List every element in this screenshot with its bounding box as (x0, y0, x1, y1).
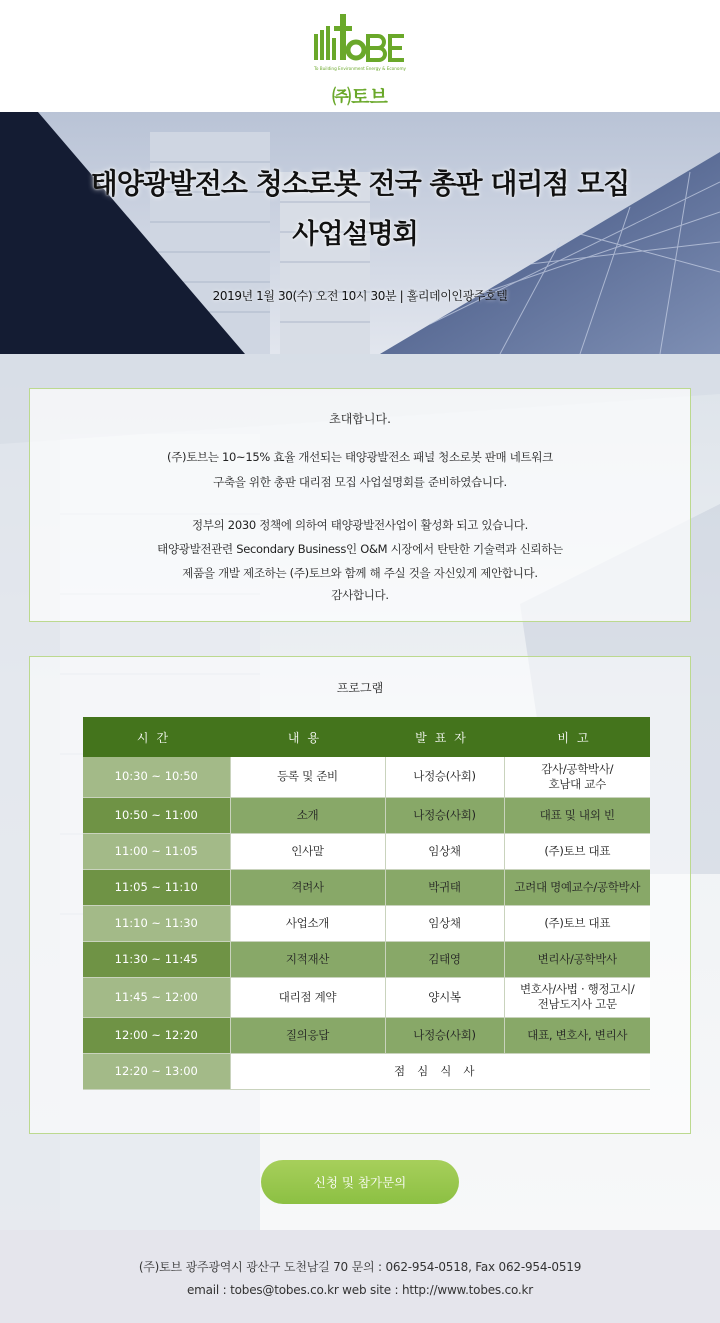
event-date-venue: 2019년 1월 30(수) 오전 10시 30분 | 홀리데이인광주호텔 (212, 289, 508, 303)
hero-banner (0, 112, 720, 354)
schedule-time: 12:00 ~ 12:20 (83, 1017, 230, 1053)
table-row (83, 833, 650, 869)
schedule-content: 등록 및 준비 (230, 757, 385, 797)
column-header-note: 비고 (504, 717, 650, 757)
footer-contact: email : tobes@tobes.co.kr web site : http://www.tobes.co.kr (186, 1283, 534, 1297)
apply-inquiry-button[interactable] (261, 1160, 459, 1204)
table-row (83, 941, 650, 977)
invitation-text: 구축을 위한 총판 대리점 모집 사업설명회를 준비하였습니다. (213, 475, 507, 489)
invitation-text: 감사합니다. (331, 588, 389, 602)
schedule-content: 인사말 (230, 833, 385, 869)
hero-subtitle: 사업설명회 (292, 219, 418, 250)
schedule-time: 11:00 ~ 11:05 (83, 833, 230, 869)
invitation-text: (주)토브는 10~15% 효율 개선되는 태양광발전소 패널 청소로봇 판매 네트워크 (167, 450, 553, 464)
hero-title: 태양광발전소 청소로봇 전국 총판 대리점 모집 (90, 167, 630, 200)
table-row (83, 977, 650, 1017)
schedule-time: 10:50 ~ 11:00 (83, 797, 230, 833)
schedule-content: 소개 (230, 797, 385, 833)
invitation-heading: 초대합니다. (329, 412, 391, 426)
schedule-content: 대리점 계약 (230, 977, 385, 1017)
schedule-speaker: 양시복 (385, 977, 504, 1017)
footer (0, 1230, 720, 1323)
schedule-speaker: 박귀태 (385, 869, 504, 905)
company-name: ㈜토브 (332, 86, 388, 108)
table-row (83, 869, 650, 905)
schedule-time: 12:20 ~ 13:00 (83, 1053, 230, 1089)
tobe-logo[interactable] (312, 12, 408, 76)
header (0, 0, 720, 112)
invitation-text: 정부의 2030 정책에 의하여 태양광발전사업이 활성화 되고 있습니다. (192, 518, 528, 532)
schedule-time: 11:45 ~ 12:00 (83, 977, 230, 1017)
solar-building-logo-icon (312, 12, 408, 76)
schedule-speaker: 김태영 (385, 941, 504, 977)
schedule-note: 대표 및 내외 빈 (504, 797, 650, 833)
schedule-speaker: 임상채 (385, 833, 504, 869)
schedule-content: 질의응답 (230, 1017, 385, 1053)
schedule-content: 지적재산 (230, 941, 385, 977)
table-row (83, 1017, 650, 1053)
schedule-speaker: 나정승(사회) (385, 1017, 504, 1053)
invitation-text: 태양광발전관련 Secondary Business인 O&M 시장에서 탄탄한 기술력과 신뢰하는 (157, 542, 563, 556)
schedule-note: (주)토브 대표 (504, 905, 650, 941)
column-header-time: 시간 (83, 717, 230, 757)
footer-address: (주)토브 광주광역시 광산구 도천남길 70 문의 : 062-954-0518, Fax 062-954-0519 (138, 1260, 582, 1274)
schedule-speaker: 나정승(사회) (385, 757, 504, 797)
table-row (83, 757, 650, 797)
table-row (83, 797, 650, 833)
schedule-speaker: 나정승(사회) (385, 797, 504, 833)
program-heading: 프로그램 (336, 681, 384, 695)
schedule-note: (주)토브 대표 (504, 833, 650, 869)
schedule-speaker: 임상채 (385, 905, 504, 941)
schedule-note: 대표, 변호사, 변리사 (504, 1017, 650, 1053)
schedule-time: 11:10 ~ 11:30 (83, 905, 230, 941)
logo-tagline: To Building Environment Energy & Economy (314, 66, 406, 71)
apply-inquiry-label: 신청 및 참가문의 (313, 1175, 407, 1190)
schedule-content: 격려사 (230, 869, 385, 905)
schedule-lunch: 점심식사 (230, 1053, 650, 1089)
schedule-note: 변리사/공학박사 (504, 941, 650, 977)
table-body (83, 757, 650, 1089)
invitation-box (29, 388, 691, 622)
column-header-speaker: 발표자 (385, 717, 504, 757)
schedule-time: 11:30 ~ 11:45 (83, 941, 230, 977)
schedule-note: 고려대 명예교수/공학박사 (504, 869, 650, 905)
table-row-lunch (83, 1053, 650, 1089)
schedule-content: 사업소개 (230, 905, 385, 941)
schedule-time: 10:30 ~ 10:50 (83, 757, 230, 797)
table-row (83, 905, 650, 941)
schedule-note: 변호사/사법 · 행정고시/ 전남도지사 고문 (504, 977, 650, 1017)
column-header-content: 내용 (230, 717, 385, 757)
schedule-time: 11:05 ~ 11:10 (83, 869, 230, 905)
schedule-note: 감사/공학박사/ 호남대 교수 (504, 757, 650, 797)
program-schedule-table (83, 717, 650, 1090)
invitation-text: 제품을 개발 제조하는 (주)토브와 함께 해 주실 것을 자신있게 제안합니다. (182, 566, 538, 580)
table-header-row (83, 717, 650, 757)
